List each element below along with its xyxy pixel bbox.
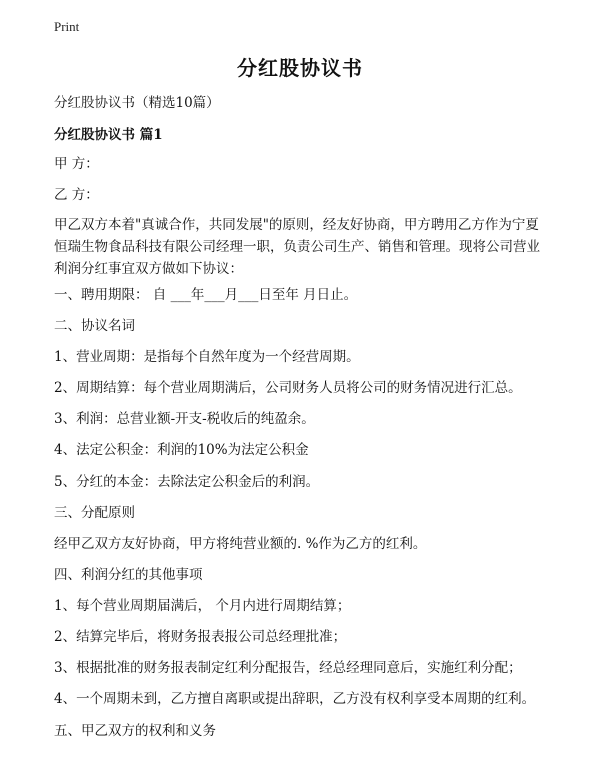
other-item: 4、一个周期未到，乙方擅自离职或提出辞职，乙方没有权利享受本周期的红利。	[54, 691, 536, 707]
other-item: 3、根据批准的财务报表制定红利分配报告，经总经理同意后，实施红利分配；	[54, 660, 522, 676]
section-heading: 分红股协议书 篇1	[54, 127, 163, 143]
party-b-line: 乙 方：	[54, 187, 99, 203]
intro-line: 恒瑞生物食品科技有限公司经理一职，负责公司生产、销售和管理。现将公司营业	[54, 239, 540, 255]
other-item: 1、每个营业周期届满后， 个月内进行周期结算；	[54, 598, 351, 614]
definition-item: 2、周期结算：每个营业周期满后，公司财务人员将公司的财务情况进行汇总。	[54, 380, 522, 396]
distribution-line: 经甲乙双方友好协商，甲方将纯营业额的. %作为乙方的红利。	[54, 536, 427, 552]
definition-item: 3、利润：总营业额-开支-税收后的纯盈余。	[54, 411, 315, 427]
definition-item: 1、营业周期：是指每个自然年度为一个经营周期。	[54, 349, 360, 365]
intro-line: 甲乙双方本着"真诚合作，共同发展"的原则，经友好协商，甲方聘用乙方作为宁夏	[54, 217, 539, 233]
section-2-title: 二、协议名词	[54, 318, 135, 334]
document-subtitle: 分红股协议书（精选10篇）	[54, 95, 220, 111]
section-4-title: 四、利润分红的其他事项	[54, 567, 203, 583]
intro-paragraph	[54, 214, 552, 280]
definition-item: 4、法定公积金：利润的10%为法定公积金	[54, 442, 309, 458]
definition-item: 5、分红的本金：去除法定公积金后的利润。	[54, 474, 320, 490]
party-a-line: 甲 方：	[54, 156, 99, 172]
other-item: 2、结算完毕后，将财务报表报公司总经理批准；	[54, 629, 347, 645]
section-3-title: 三、分配原则	[54, 505, 135, 521]
term-line: 一、聘用期限： 自 ___年___月___日至年 月日止。	[54, 287, 358, 303]
intro-line: 利润分红事宜双方做如下协议：	[54, 261, 243, 277]
print-link[interactable]: Print	[54, 19, 80, 34]
document-title: 分红股协议书	[237, 56, 363, 80]
section-5-title: 五、甲乙双方的权利和义务	[54, 723, 216, 739]
